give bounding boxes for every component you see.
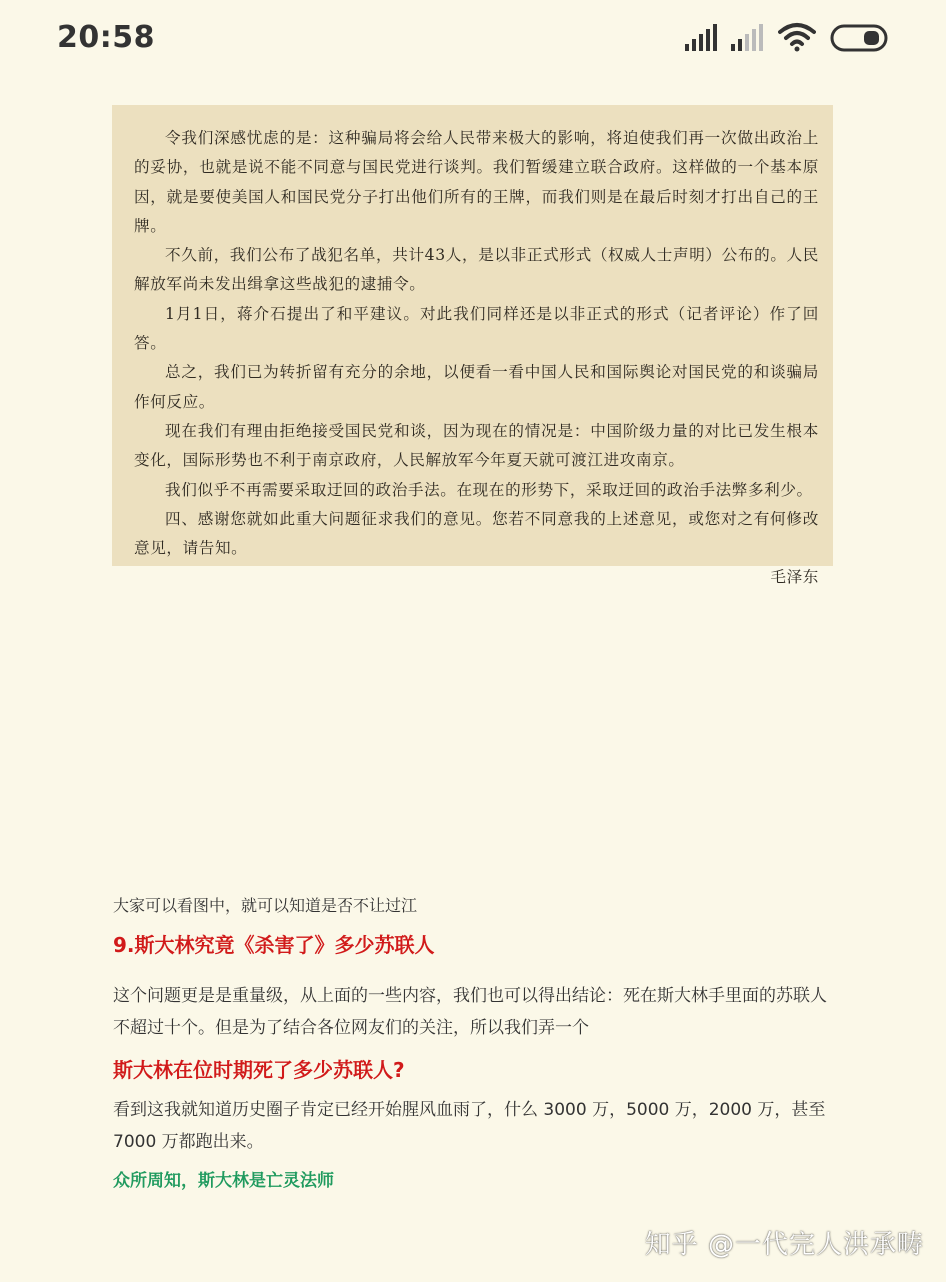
section-heading: 9.斯大林究竟《杀害了》多少苏联人 xyxy=(113,933,435,957)
status-icons xyxy=(684,22,894,54)
status-time: 20:58 xyxy=(57,20,155,55)
scan-paragraph: 1月1日，蒋介石提出了和平建议。对此我们同样还是以非正式的形式（记者评论）作了回答。 xyxy=(134,304,819,353)
article-paragraph: 看到这我就知道历史圈子肯定已经开始腥风血雨了，什么 3000 万，5000 万，2000 万，甚至 7000 万都跑出来。 xyxy=(113,1100,826,1152)
signal-weak-icon xyxy=(730,24,766,52)
status-bar xyxy=(0,0,946,80)
subheading: 斯大林在位时期死了多少苏联人? xyxy=(113,1058,405,1082)
scan-signature: 毛泽东 xyxy=(770,568,819,587)
highlight-heading: 众所周知，斯大林是亡灵法师 xyxy=(113,1171,334,1191)
zhihu-watermark: 知乎 @一代完人洪承畴 xyxy=(644,1230,924,1260)
scan-paragraph: 四、感谢您就如此重大问题征求我们的意见。您若不同意我的上述意见，或您对之有何修改意见，请告知。 xyxy=(134,509,819,558)
article-paragraph: 这个问题更是是重量级，从上面的一些内容，我们也可以得出结论：死在斯大林手里面的苏联人不超过十个。但是为了结合各位网友们的关注，所以我们弄一个 xyxy=(113,986,827,1038)
battery-icon xyxy=(830,24,890,52)
scan-paragraph: 令我们深感忧虑的是：这种骗局将会给人民带来极大的影响，将迫使我们再一次做出政治上的妥协，也就是说不能不同意与国民党进行谈判。我们暂缓建立联合政府。这样做的一个基本原因，就是要使美国人和国民党分子打出他们所有的王牌，而我们则是在最后时刻才打出自己的王牌。 xyxy=(134,129,819,235)
scan-paragraph: 总之，我们已为转折留有充分的余地，以便看一看中国人民和国际舆论对国民党的和谈骗局作何反应。 xyxy=(134,363,819,411)
scan-paragraph: 我们似乎不再需要采取迂回的政治手法。在现在的形势下，采取迂回的政治手法弊多利少。 xyxy=(165,480,813,499)
scan-paragraph: 现在我们有理由拒绝接受国民党和谈，因为现在的情况是：中国阶级力量的对比已发生根本变化，国际形势也不利于南京政府，人民解放军今年夏天就可渡江进攻南京。 xyxy=(134,421,819,470)
scanned-book-image xyxy=(112,105,833,587)
wifi-icon xyxy=(778,22,816,52)
signal-icon xyxy=(684,24,720,52)
image-caption: 大家可以看图中，就可以知道是否不让过江 xyxy=(113,896,418,915)
scan-paragraph: 不久前，我们公布了战犯名单，共计43人，是以非正式形式（权威人士声明）公布的。人民解放军尚未发出缉拿这些战犯的逮捕令。 xyxy=(134,246,819,294)
